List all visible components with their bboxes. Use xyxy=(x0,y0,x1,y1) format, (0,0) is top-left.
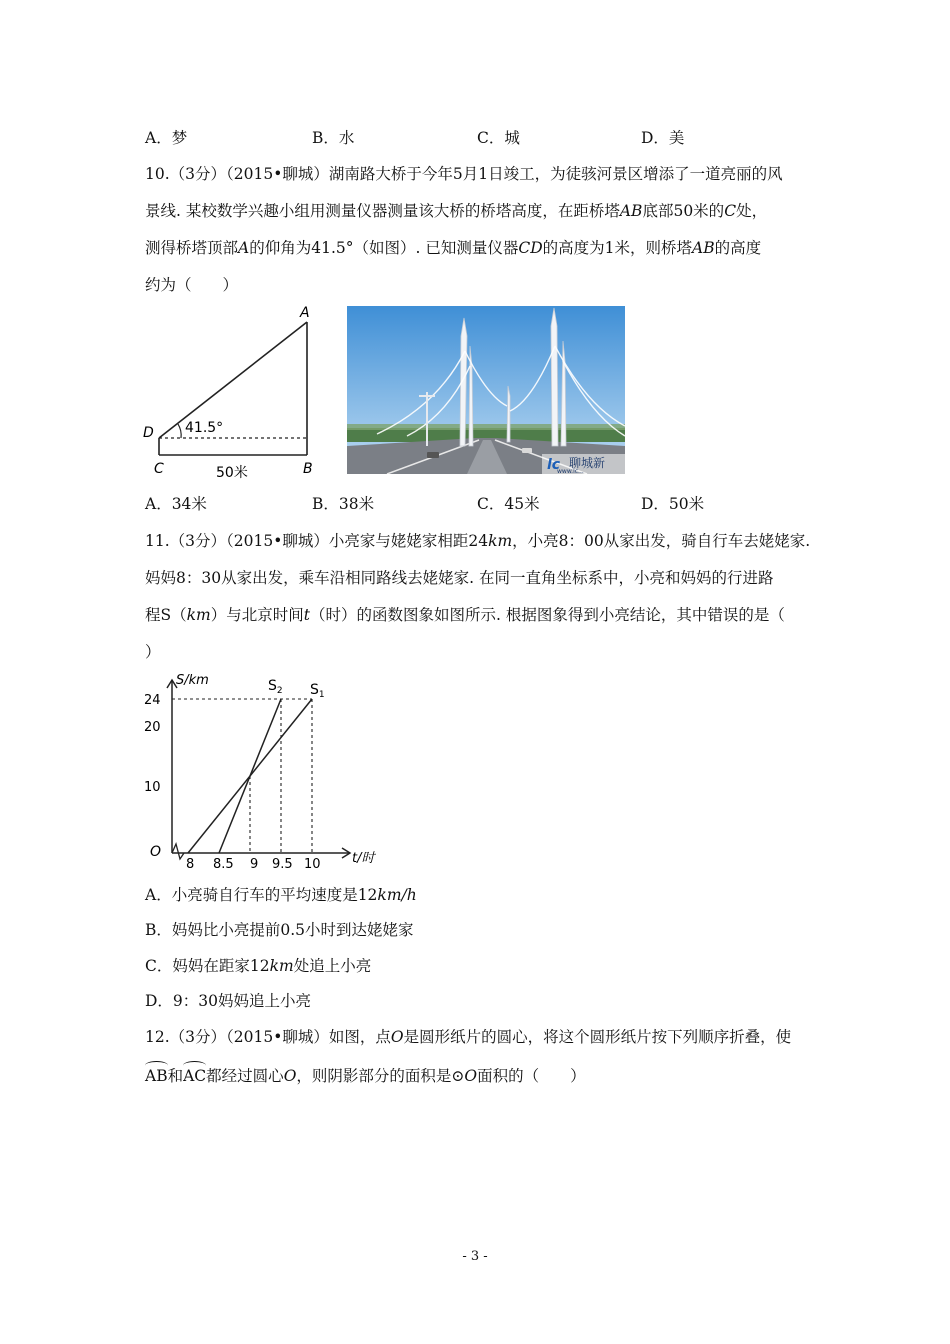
q12-line-2: AB和AC都经过圆心O，则阴影部分的面积是⊙O面积的（ ） xyxy=(145,1067,586,1085)
q11-xtick-8-5: 8.5 xyxy=(213,857,234,872)
q10-label-d: D xyxy=(143,425,154,441)
q11-xtick-9-5: 9.5 xyxy=(272,857,293,872)
q10-option-c: C．45米 xyxy=(477,495,540,513)
q10-triangle-figure xyxy=(140,300,325,485)
q9-option-a: A．梦 xyxy=(145,129,188,147)
photo-watermark: 聊城新 xyxy=(569,456,606,470)
q11-origin: O xyxy=(150,844,162,860)
q10-line-2: 景线. 某校数学兴趣小组用测量仪器测量该大桥的桥塔高度，在距桥塔AB底部50米的C处， xyxy=(145,202,768,220)
q11-graph xyxy=(140,668,390,874)
q11-ylabel: S/km xyxy=(176,673,209,688)
q10-label-a: A xyxy=(300,305,310,321)
q10-option-d: D．50米 xyxy=(641,495,705,513)
q11-option-b: B．妈妈比小亮提前0.5小时到达姥姥家 xyxy=(145,921,414,939)
q10-label-c: C xyxy=(154,461,164,477)
q10-angle-label: 41.5° xyxy=(185,420,224,436)
q12-line-1: 12.（3分）（2015•聊城）如图，点O是圆形纸片的圆心，将这个圆形纸片按下列顺序折叠，使 xyxy=(145,1028,792,1046)
q10-option-b: B．38米 xyxy=(312,495,375,513)
q11-xlabel: t/时 xyxy=(352,851,375,866)
series-s2 xyxy=(219,699,281,853)
q11-series-s2-label: $S_2$ xyxy=(268,678,283,696)
q11-xtick-10: 10 xyxy=(304,857,321,872)
q11-ytick-10: 10 xyxy=(144,780,161,795)
q10-line-4: 约为（ ） xyxy=(145,276,239,294)
q11-ytick-24: 24 xyxy=(144,693,161,708)
q10-label-b: B xyxy=(303,461,313,477)
q11-option-a: A．小亮骑自行车的平均速度是12km/h xyxy=(145,886,417,904)
q11-xtick-9: 9 xyxy=(250,857,259,872)
q10-base-label: 50米 xyxy=(216,465,248,481)
q11-option-d: D．9：30妈妈追上小亮 xyxy=(145,992,312,1010)
q10-line-1: 10.（3分）（2015•聊城）湖南路大桥于今年5月1日竣工，为徒骇河景区增添了一道亮丽的风 xyxy=(145,165,783,183)
photo-logo: lc xyxy=(547,457,561,473)
q11-xtick-8: 8 xyxy=(186,857,195,872)
q11-line-1: 11.（3分）（2015•聊城）小亮家与姥姥家相距24km，小亮8：00从家出发，骑自行车去姥姥家. xyxy=(145,532,811,550)
q10-option-a: A．34米 xyxy=(145,495,207,513)
arc-ab: AB xyxy=(145,1067,168,1085)
q10-line-3: 测得桥塔顶部A的仰角为41.5°（如图）. 已知测量仪器CD的高度为1米，则桥塔AB的高度 xyxy=(145,239,762,257)
bridge-photo xyxy=(347,306,625,474)
photo-watermark-url: www.lc... xyxy=(557,468,584,474)
q11-ytick-20: 20 xyxy=(144,720,161,735)
q11-line-2: 妈妈8：30从家出发，乘车沿相同路线去姥姥家. 在同一直角坐标系中，小亮和妈妈的行进路 xyxy=(145,569,774,587)
q9-option-d: D．美 xyxy=(641,129,685,147)
q11-line-4: ） xyxy=(145,643,161,661)
q11-line-3: 程S（km）与北京时间t（时）的函数图象如图所示. 根据图象得到小亮结论，其中错误的是（ xyxy=(145,606,785,624)
q9-option-b: B．水 xyxy=(312,129,355,147)
axis-break xyxy=(172,844,184,859)
q11-series-s1-label: $S_1$ xyxy=(310,682,325,700)
q11-option-c: C．妈妈在距家12km处追上小亮 xyxy=(145,957,372,975)
q9-option-c: C．城 xyxy=(477,129,520,147)
page-number: - 3 - xyxy=(462,1249,488,1264)
arc-ac: AC xyxy=(183,1067,207,1085)
